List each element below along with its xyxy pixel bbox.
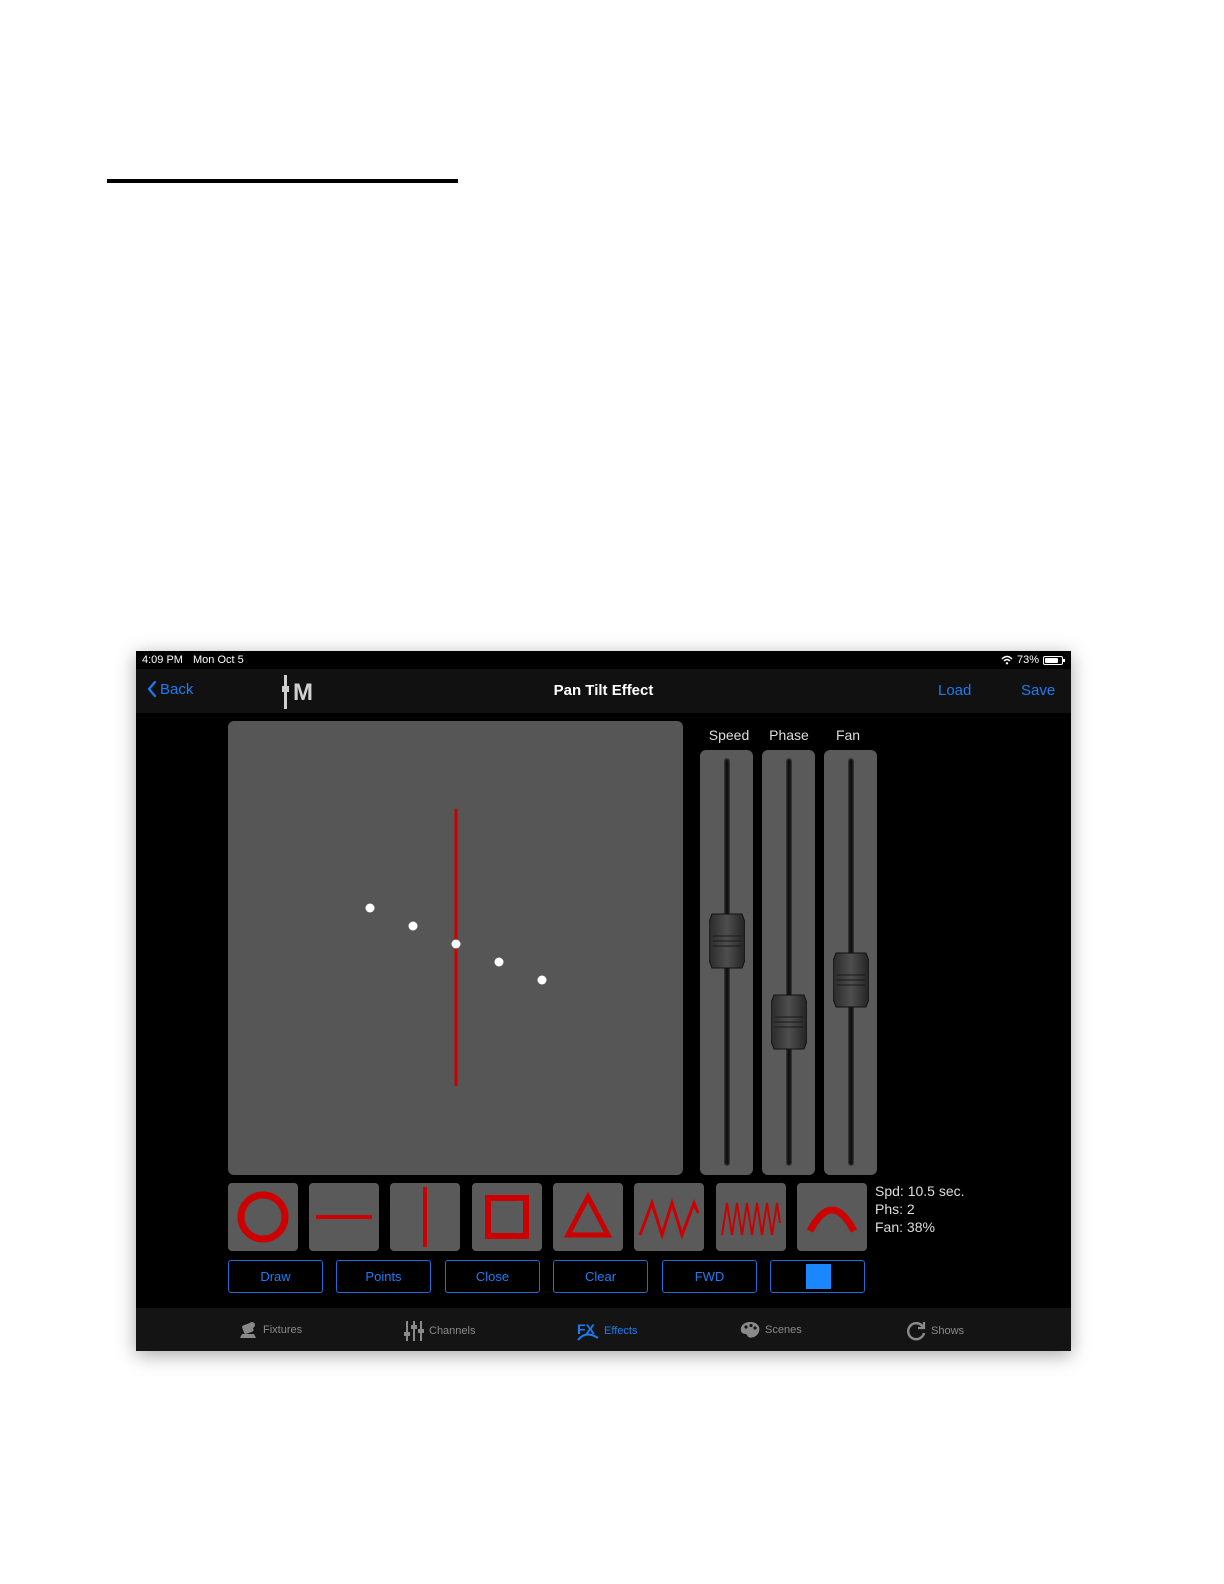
fixture-point [409,922,418,931]
status-right [1001,654,1063,666]
vertical-line-shape-icon [390,1183,460,1251]
tab-label: Effects [604,1325,638,1337]
nav-bar [136,669,1071,713]
fixture-point [538,976,547,985]
cycle-icon [905,1320,927,1342]
speed-fader-label: Speed [708,727,750,743]
tab-effects[interactable] [576,1320,637,1342]
fan-readout: Fan: 38% [875,1219,935,1235]
ipad-screenshot [136,651,1071,1351]
svg-text:FX: FX [577,1321,595,1337]
square-shape-button[interactable] [472,1183,542,1251]
zigzag-shape-button[interactable] [634,1183,704,1251]
points-button[interactable]: Points [336,1260,431,1293]
palette-icon [739,1320,761,1340]
fader-track [786,758,792,1166]
fan-fader[interactable] [824,750,877,1175]
arc-shape-icon [797,1183,867,1251]
dense-zigzag-shape-button[interactable] [716,1183,786,1251]
pad-canvas [228,721,683,1175]
tab-scenes[interactable] [739,1320,802,1340]
logo-letter: M [293,679,313,706]
triangle-shape-icon [553,1183,623,1251]
load-button[interactable]: Load [938,682,972,699]
fixture-point [452,940,461,949]
fader-knob[interactable] [833,951,869,1009]
effect-readout [875,1182,965,1236]
fan-fader-label: Fan [835,727,861,743]
tab-bar [136,1308,1071,1351]
zigzag-shape-icon [634,1183,704,1251]
sliders-icon [403,1320,425,1342]
back-label: Back [160,680,194,698]
horizontal-line-shape-button[interactable] [309,1183,379,1251]
battery-percent: 73% [1016,654,1039,666]
fader-knob[interactable] [771,993,807,1051]
tab-label: Scenes [765,1324,802,1336]
status-bar [136,651,1071,669]
fader-knob[interactable] [709,912,745,970]
clear-button[interactable]: Clear [553,1260,648,1293]
battery-icon [1043,656,1063,665]
circle-shape-icon [228,1183,298,1251]
color-swatch [806,1264,831,1289]
square-shape-icon [472,1183,542,1251]
circle-shape-button[interactable] [228,1183,298,1251]
pan-tilt-pad[interactable] [228,721,683,1175]
close-button[interactable]: Close [445,1260,540,1293]
tab-label: Shows [931,1325,965,1337]
fixture-point [366,904,375,913]
fixture-icon [237,1320,259,1340]
speed-readout: Spd: 10.5 sec. [875,1183,965,1199]
draw-button[interactable]: Draw [228,1260,323,1293]
status-time: 4:09 PM [142,654,183,666]
fx-icon [576,1320,600,1342]
dense-zigzag-shape-icon [716,1183,786,1251]
tab-label: Fixtures [263,1324,303,1336]
phase-fader[interactable] [762,750,815,1175]
tab-channels[interactable] [403,1320,475,1342]
horizontal-line-shape-icon [309,1183,379,1251]
top-rule [107,179,458,183]
save-button[interactable]: Save [1021,682,1056,699]
arc-shape-button[interactable] [797,1183,867,1251]
phase-readout: Phs: 2 [875,1201,915,1217]
color-button[interactable] [770,1260,865,1293]
speed-fader[interactable] [700,750,753,1175]
direction-button[interactable]: FWD [662,1260,757,1293]
page-title: Pan Tilt Effect [553,682,654,699]
wifi-icon [1001,655,1013,665]
tab-shows[interactable] [905,1320,964,1342]
fixture-point [495,958,504,967]
tab-label: Channels [429,1325,476,1337]
tab-fixtures[interactable] [237,1320,302,1340]
phase-fader-label: Phase [769,727,809,743]
triangle-shape-button[interactable] [553,1183,623,1251]
status-date: Mon Oct 5 [193,654,244,666]
vertical-line-shape-button[interactable] [390,1183,460,1251]
